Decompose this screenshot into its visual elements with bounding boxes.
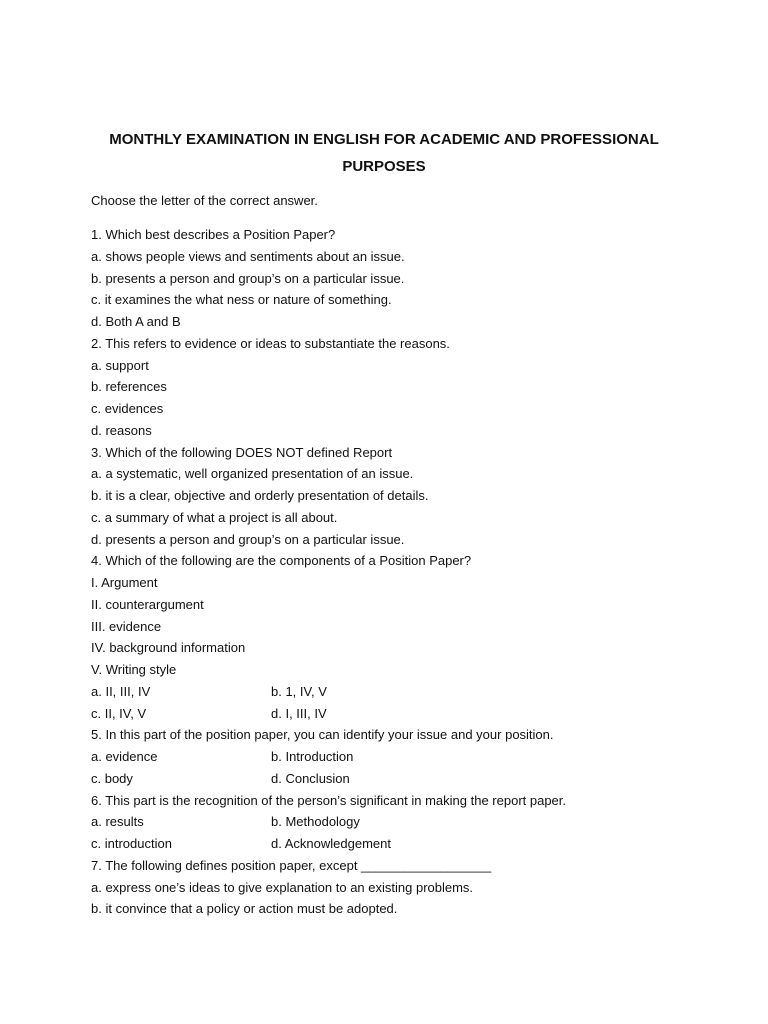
option-row (91, 703, 711, 725)
option-line: c. a summary of what a project is all about. (91, 509, 338, 525)
question-2: 2. This refers to evidence or ideas to substantiate the reasons. (91, 335, 450, 351)
option-d: d. I, III, IV (271, 705, 327, 721)
option-line: d. Both A and B (91, 314, 181, 329)
option-row (91, 746, 711, 768)
option-row (91, 833, 711, 855)
question-1: 1. Which best describes a Position Paper? (91, 227, 336, 242)
component-item: I. Argument (91, 575, 158, 590)
option-a: a. results (91, 814, 144, 830)
option-b: b. 1, IV, V (271, 683, 327, 699)
option-row (91, 681, 711, 703)
option-b: b. Methodology (271, 814, 360, 830)
exam-title (60, 126, 708, 180)
question-4: 4. Which of the following are the components of a Position Paper? (91, 553, 472, 569)
question-list (91, 224, 711, 920)
option-row (91, 768, 711, 790)
option-line: a. shows people views and sentiments about an issue. (91, 248, 405, 264)
title-line-1: MONTHLY EXAMINATION IN ENGLISH FOR ACADEMIC AND PROFESSIONAL (109, 131, 659, 148)
title-line-2: PURPOSES (342, 158, 426, 175)
option-c: c. body (91, 770, 133, 786)
option-line: a. express one’s ideas to give explanation to an existing problems. (91, 879, 474, 895)
option-c: c. II, IV, V (91, 705, 147, 721)
option-line: b. references (91, 379, 167, 395)
option-d: d. Conclusion (271, 770, 350, 786)
option-row (91, 811, 711, 833)
question-5: 5. In this part of the position paper, you can identify your issue and your position. (91, 727, 554, 743)
question-3: 3. Which of the following DOES NOT defined Report (91, 444, 393, 460)
component-item: II. counterargument (91, 596, 204, 612)
option-line: a. support (91, 357, 149, 373)
instructions: Choose the letter of the correct answer. (91, 193, 318, 208)
option-d: d. Acknowledgement (271, 836, 391, 851)
option-b: b. Introduction (271, 749, 354, 764)
component-item: IV. background information (91, 640, 246, 656)
option-line: a. a systematic, well organized presentation of an issue. (91, 466, 414, 482)
question-7: 7. The following defines position paper, except __________________ (91, 857, 492, 873)
option-line: c. evidences (91, 401, 164, 416)
component-item: III. evidence (91, 618, 162, 634)
option-a: a. II, III, IV (91, 683, 151, 699)
option-line: b. it is a clear, objective and orderly presentation of details. (91, 488, 429, 503)
option-line: d. presents a person and group’s on a particular issue. (91, 531, 405, 547)
option-c: c. introduction (91, 836, 172, 851)
option-a: a. evidence (91, 749, 158, 764)
option-line: b. it convince that a policy or action must be adopted. (91, 901, 398, 917)
component-item: V. Writing style (91, 662, 177, 677)
question-6: 6. This part is the recognition of the person’s significant in making the report paper. (91, 792, 567, 808)
option-line: d. reasons (91, 422, 152, 438)
option-line: b. presents a person and group’s on a particular issue. (91, 270, 405, 286)
option-line: c. it examines the what ness or nature of something. (91, 292, 392, 308)
